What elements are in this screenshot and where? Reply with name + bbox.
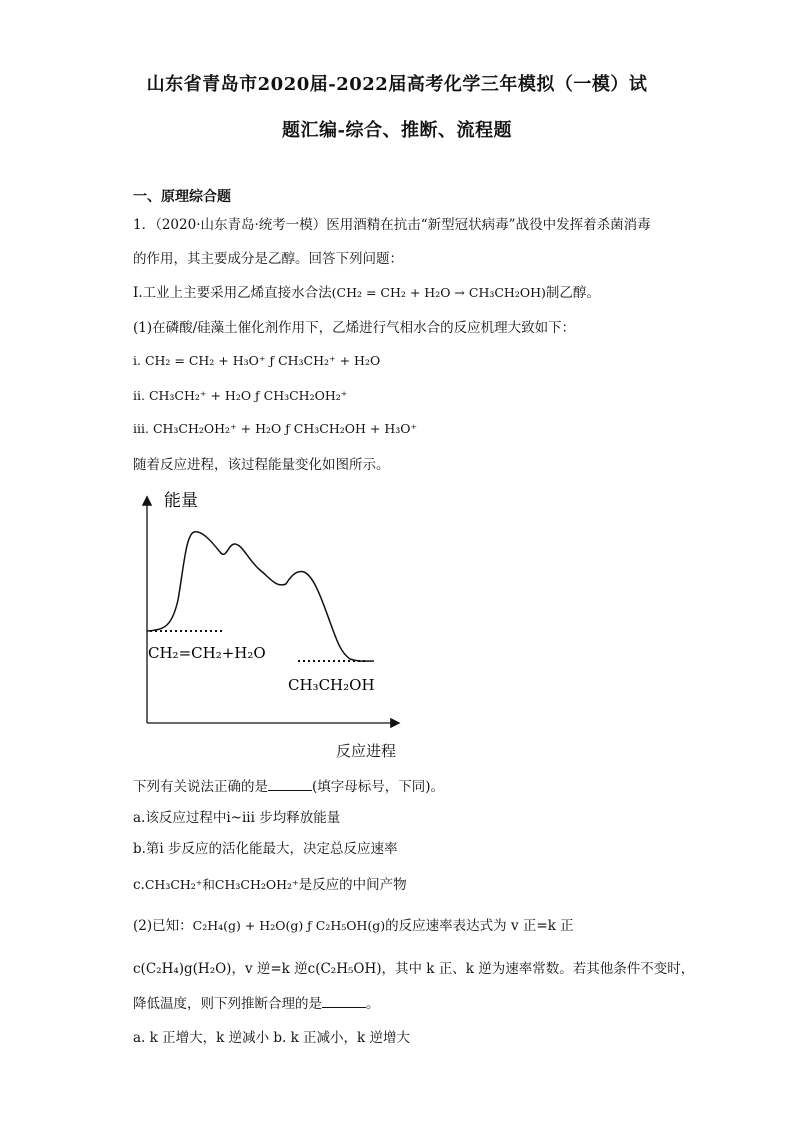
- energy-curve: [147, 532, 374, 661]
- part1-formula: (CH₂ = CH₂ + H₂O → CH₃CH₂OH): [331, 285, 546, 300]
- doc-title-line2: 题汇编-综合、推断、流程题: [282, 120, 512, 141]
- q1-intro-line2: 的作用，其主要成分是乙醇。回答下列问题：: [133, 251, 403, 267]
- mechanism-step-ii: ii. CH₃CH₂⁺ + H₂O ƒ CH₃CH₂OH₂⁺: [133, 388, 348, 403]
- y-axis-label: 能量: [164, 491, 198, 511]
- q1-intro-line1: 1．（2020·山东青岛·统考一模）医用酒精在抗击“新型冠状病毒”战役中发挥着杀菌消毒: [133, 217, 651, 233]
- product-label: CH₃CH₂OH: [288, 676, 375, 694]
- q1-part1: [133, 281, 600, 301]
- answer-blank-2[interactable]: [322, 995, 366, 1008]
- option-a: a.该反应过程中i~iii 步均释放能量: [133, 810, 341, 826]
- mechanism-step-iii: iii. CH₃CH₂OH₂⁺ + H₂O ƒ CH₃CH₂OH + H₃O⁺: [133, 421, 418, 436]
- doc-title-line1: 山东省青岛市2020届-2022届高考化学三年模拟（一模）试: [146, 74, 648, 95]
- rate-expression-line: c(C₂H₄)g(H₂O)，v 逆=k 逆c(C₂H₅OH)，其中 k 正、k 逆为速率常数。若其他条件不变时，: [133, 961, 695, 977]
- sub2-formula: C₂H₄(g) + H₂O(g) ƒ C₂H₅OH(g): [192, 918, 386, 933]
- question1-suffix: (填字母标号，下同)。: [312, 779, 445, 795]
- option-c-formula: CH₃CH₂⁺和CH₃CH₂OH₂⁺: [144, 877, 299, 892]
- option-c-prefix: c.: [133, 877, 145, 893]
- energy-profile-diagram: [130, 480, 420, 770]
- section-heading: 一、原理综合题: [133, 189, 231, 205]
- mechanism-step-i: i. CH₂ = CH₂ + H₃O⁺ ƒ CH₃CH₂⁺ + H₂O: [133, 353, 381, 368]
- option-b: b.第i 步反应的活化能最大，决定总反应速率: [133, 841, 398, 857]
- question1-prefix: 下列有关说法正确的是: [133, 779, 268, 795]
- q1-sub1: (1)在磷酸/硅藻土催化剂作用下，乙烯进行气相水合的反应机理大致如下：: [133, 320, 576, 336]
- option-c: [133, 873, 407, 893]
- part1-prefix: I.工业上主要采用乙烯直接水合法: [133, 285, 332, 301]
- temperature-question-suffix: 。: [366, 996, 380, 1012]
- graph-caption: 随着反应进程，该过程能量变化如图所示。: [133, 457, 390, 473]
- answer-blank[interactable]: [268, 778, 312, 791]
- option-c-suffix: 是反应的中间产物: [298, 877, 407, 893]
- x-axis-label: 反应进程: [336, 742, 397, 760]
- temperature-question-prefix: 降低温度，则下列推断合理的是: [133, 996, 322, 1012]
- q1-sub2: [133, 914, 574, 934]
- sub2-prefix: (2)已知：: [133, 918, 193, 934]
- part1-suffix: 制乙醇。: [545, 285, 600, 301]
- question1: [133, 775, 444, 795]
- temperature-question: [133, 992, 380, 1012]
- sub2-suffix: 的反应速率表达式为 v 正=k 正: [385, 918, 574, 934]
- answer-options: a. k 正增大，k 逆减小 b. k 正减小，k 逆增大: [133, 1030, 411, 1046]
- reactant-label: CH₂=CH₂+H₂O: [148, 644, 266, 662]
